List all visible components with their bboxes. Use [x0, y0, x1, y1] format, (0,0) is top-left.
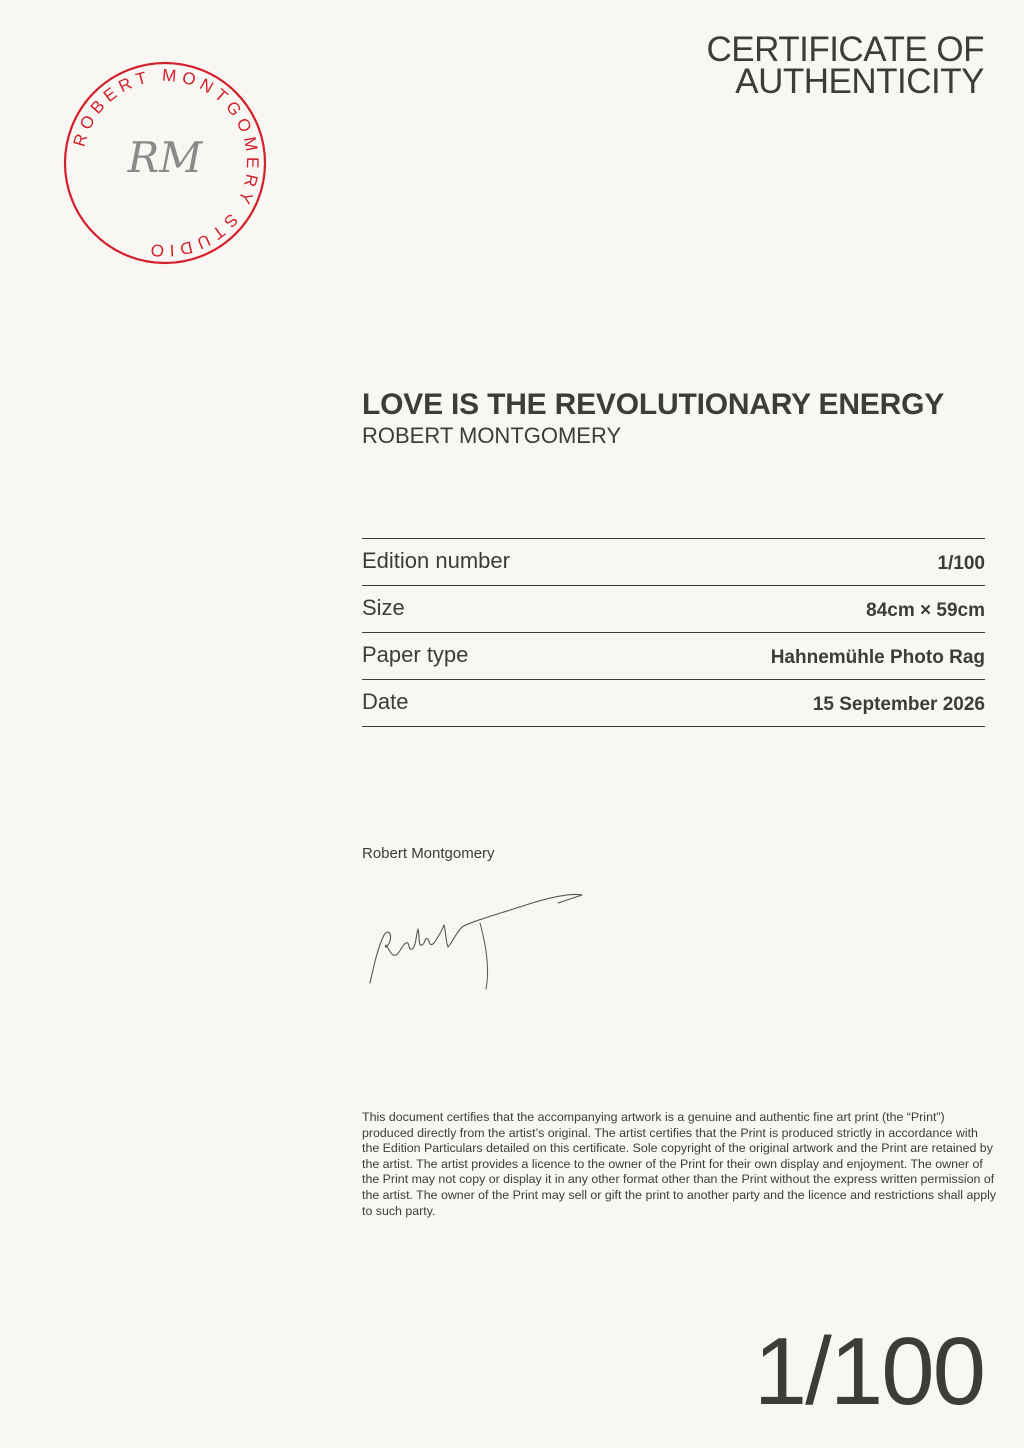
detail-row-paper	[362, 633, 985, 680]
detail-row-date	[362, 680, 985, 727]
legal-statement: This document certifies that the accompanying artwork is a genuine and authentic fine art print (the “Print”) produced directly from the artist’s original. The artist certifies that the Print is produced strictly in accordance with the Edition Particulars detailed on this certificate. Sole copyright of the original artwork and the Print are retained by the artist. The artist provides a licence to the owner of the Print for their own display and enjoyment. The owner of the Print may not copy or display it in any other format other than the Print without the express written permission of the artist. The owner of the Print may sell or gift the print to another party and the licence and restrictions shall apply to such party.	[362, 1110, 997, 1218]
artwork-title-block	[362, 387, 986, 449]
detail-value: 1/100	[937, 553, 985, 574]
detail-label: Edition number	[362, 548, 510, 573]
certificate-heading	[706, 30, 984, 101]
artwork-artist: ROBERT MONTGOMERY	[362, 423, 622, 448]
detail-value: 15 September 2026	[812, 694, 985, 715]
edition-details-table	[362, 538, 985, 727]
detail-label: Date	[362, 689, 409, 714]
artwork-title: LOVE IS THE REVOLUTIONARY ENERGY	[362, 388, 945, 421]
stamp-initials-mark: RM	[127, 133, 203, 182]
detail-row-size	[362, 586, 985, 633]
handwritten-signature	[362, 885, 602, 1000]
heading-line-1: CERTIFICATE OF	[706, 30, 984, 69]
detail-row-edition	[362, 539, 985, 586]
svg-text:ROBERT MONTGOMERY STUDIO: ROBERT MONTGOMERY STUDIO	[69, 65, 263, 261]
detail-value: 84cm × 59cm	[866, 600, 985, 621]
detail-label: Paper type	[362, 642, 469, 667]
signer-name: Robert Montgomery	[362, 845, 495, 862]
detail-label: Size	[362, 595, 405, 620]
studio-stamp-seal	[62, 60, 268, 266]
heading-line-2: AUTHENTICITY	[735, 62, 984, 101]
edition-number-large: 1/100	[753, 1318, 984, 1425]
detail-value: Hahnemühle Photo Rag	[770, 647, 985, 668]
